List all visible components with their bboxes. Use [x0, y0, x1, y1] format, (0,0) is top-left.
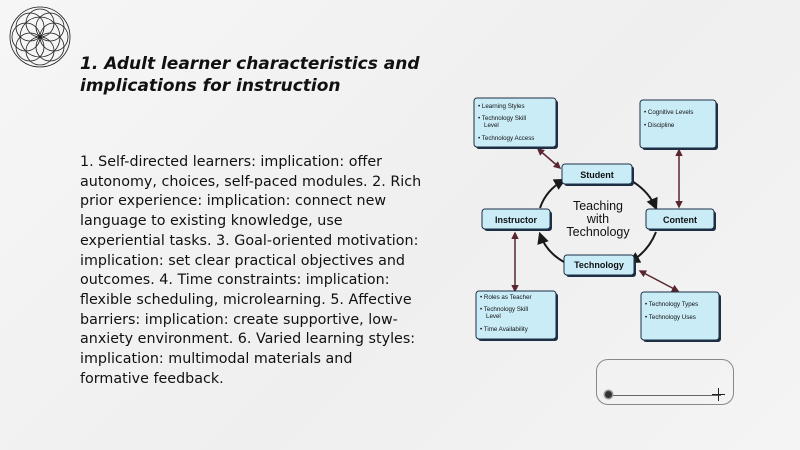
cycle-arrow-student-content	[630, 180, 656, 208]
cycle-arrow-technology-instructor	[540, 234, 564, 262]
technology-factors-box	[641, 292, 721, 342]
crosshair-icon[interactable]	[712, 388, 725, 401]
content-factors-box	[640, 100, 718, 150]
slider-knob[interactable]	[605, 391, 612, 398]
node-student	[562, 164, 634, 186]
node-technology	[564, 255, 636, 277]
teaching-with-technology-diagram	[472, 96, 734, 346]
student-factors-box	[474, 98, 558, 149]
svg-text:Content: Content	[663, 215, 697, 225]
content-factor-1: • Cognitive Levels	[644, 109, 694, 116]
node-instructor	[482, 209, 552, 231]
svg-text:Technology: Technology	[574, 260, 624, 270]
center-label-line-2: with	[586, 212, 610, 226]
instructor-factor-1: • Roles as Teacher	[480, 294, 532, 301]
svg-text:Student: Student	[580, 170, 614, 180]
technology-factor-2: • Technology Uses	[645, 314, 696, 321]
cycle-arrow-instructor-student	[540, 180, 564, 208]
student-factor-1: • Learning Styles	[478, 103, 525, 110]
svg-text:Instructor: Instructor	[494, 215, 538, 225]
student-factor-3: • Technology Access	[478, 135, 535, 142]
spirograph-logo-icon	[6, 3, 74, 71]
instructor-factors-box	[476, 291, 558, 341]
slider-widget[interactable]	[596, 359, 734, 405]
slider-track[interactable]	[607, 395, 721, 396]
node-content	[646, 209, 716, 231]
instructor-factor-2: • Technology Skill	[480, 306, 529, 313]
student-factor-2-cont: Level	[484, 122, 499, 129]
center-label-line-1: Teaching	[572, 199, 624, 213]
instructor-factor-2-cont: Level	[486, 313, 501, 320]
connector-technology-factors	[640, 271, 678, 291]
center-label-line-3: Technology	[566, 225, 630, 239]
slide-body-text: 1. Self-directed learners: implication: offer autonomy, choices, self-paced modules. 2. Rich prior experience: implication: connect new language to existing knowledge, use experiential tasks. 3. Goal-oriented motivation: implication: set clear practical objectives and outcomes. 4. Time constraints: implication: flexible scheduling, microlearning. 5. Affective barriers: implication: create supportive, low-anxiety environment. 6. Varied learning styles: implication: multimodal materials and formative feedback.	[80, 154, 422, 387]
slide-title: 1. Adult learner characteristics and implications for instruction	[80, 54, 420, 96]
content-factor-2: • Discipline	[644, 122, 675, 129]
instructor-factor-3: • Time Availability	[480, 326, 528, 333]
technology-factor-1: • Technology Types	[645, 301, 699, 308]
student-factor-2: • Technology Skill	[478, 115, 527, 122]
connector-student-factors	[538, 149, 560, 168]
